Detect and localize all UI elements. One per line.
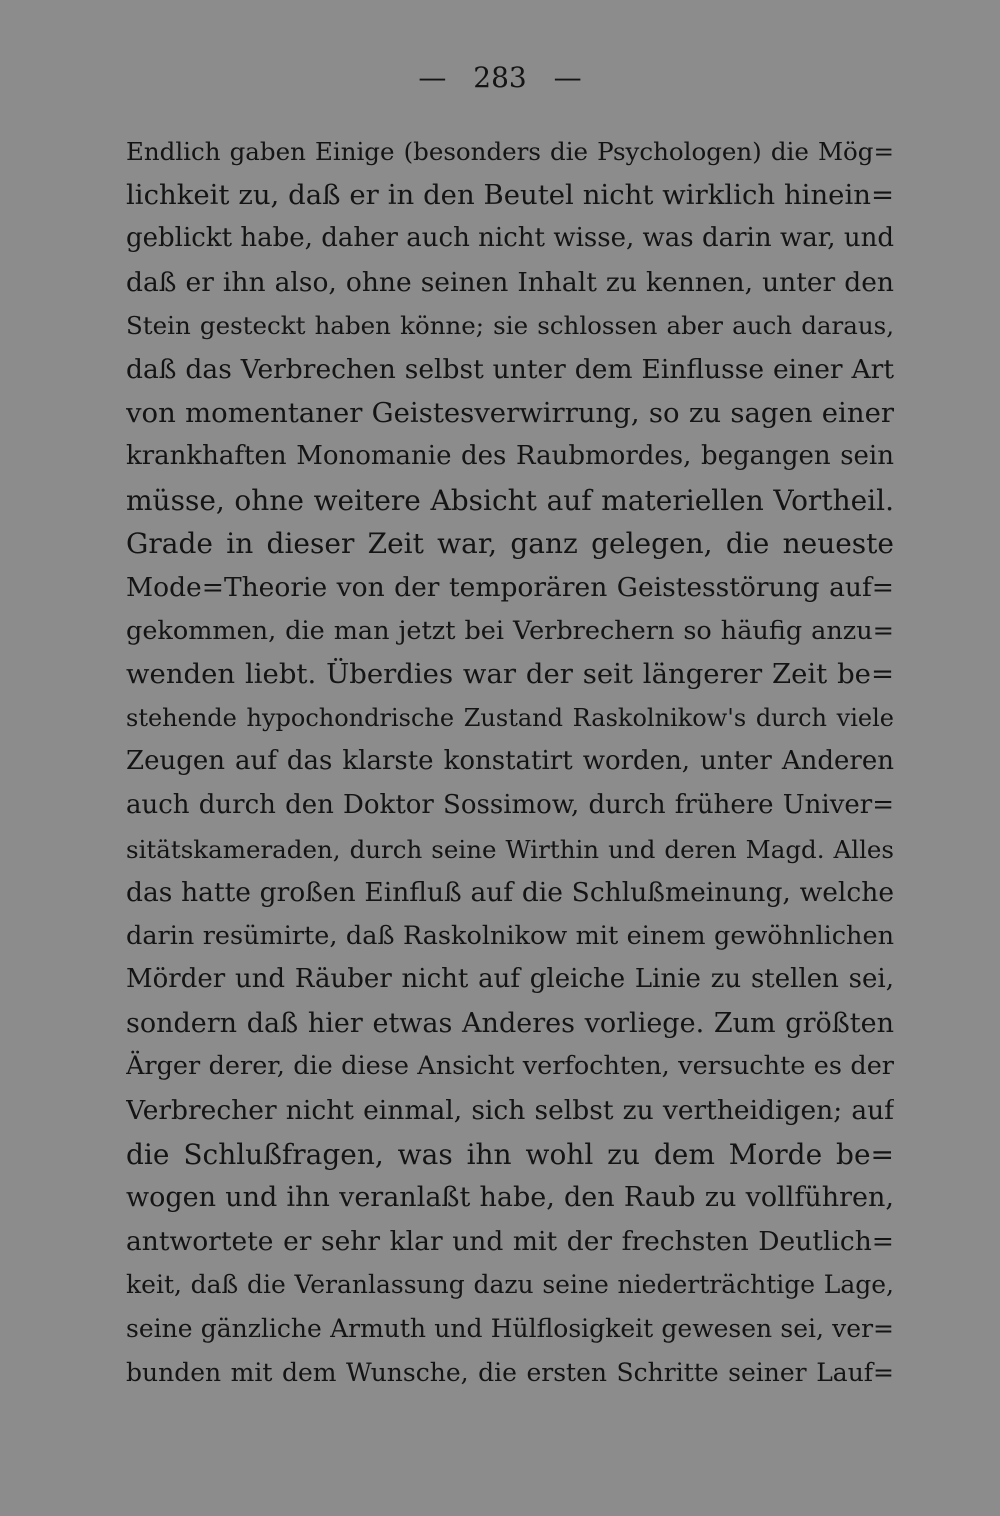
text-line: Verbrecher nicht einmal, sich selbst zu vertheidigen; auf [126,1095,894,1127]
text-line: Stein gesteckt haben könne; sie schlossen aber auch daraus, [126,311,894,341]
text-line: antwortete er sehr klar und mit der frechsten Deutlich= [126,1225,894,1257]
text-line: keit, daß die Veranlassung dazu seine niederträchtige Lage, [126,1270,894,1300]
text-line: krankhaften Monomanie des Raubmordes, begangen sein [126,441,894,472]
page-header [0,58,1000,98]
text-line: daß er ihn also, ohne seinen Inhalt zu kennen, unter den [126,266,894,298]
text-line: Ärger derer, die diese Ansicht verfochten, versuchte es der [126,1051,894,1082]
text-line: Zeugen auf das klarste konstatirt worden, unter Anderen [126,746,894,777]
text-line: geblickt habe, daher auch nicht wisse, was darin war, und [126,223,894,254]
text-line: daß das Verbrechen selbst unter dem Einflusse einer Art [126,353,894,385]
text-line: seine gänzliche Armuth und Hülflosigkeit gewesen sei, ver= [126,1314,894,1344]
header-dash-right: — [553,61,582,94]
text-line: auch durch den Doktor Sossimow, durch frühere Univer= [126,789,894,820]
text-line: stehende hypochondrische Zustand Raskolnikow's durch viele [126,703,894,732]
text-line: wenden liebt. Überdies war der seit längerer Zeit be= [126,658,894,691]
text-line: Mode=Theorie von der temporären Geistesstörung auf= [126,571,894,603]
text-line: von momentaner Geistesverwirrung, so zu sagen einer [126,396,894,429]
text-line: sitätskameraden, durch seine Wirthin und deren Magd. Alles [126,834,894,864]
page-number: 283 [473,61,527,94]
header-dash-left: — [418,61,447,94]
text-line: darin resümirte, daß Raskolnikow mit einem gewöhnlichen [126,920,894,951]
text-line: Endlich gaben Einige (besonders die Psychologen) die Mög= [126,137,894,166]
text-line: Mörder und Räuber nicht auf gleiche Linie zu stellen sei, [126,964,894,995]
text-line: die Schlußfragen, was ihn wohl zu dem Morde be= [126,1137,894,1171]
text-line: Grade in dieser Zeit war, ganz gelegen, die neueste [126,527,894,561]
text-line: bunden mit dem Wunsche, die ersten Schritte seiner Lauf= [126,1357,894,1387]
text-line: das hatte großen Einfluß auf die Schlußmeinung, welche [126,877,894,909]
text-line: sondern daß hier etwas Anderes vorliege. Zum größten [126,1007,894,1039]
text-line: müsse, ohne weitere Absicht auf materiellen Vortheil. [126,483,894,517]
text-line: gekommen, die man jetzt bei Verbrechern so häufig anzu= [126,615,894,646]
text-line: lichkeit zu, daß er in den Beutel nicht wirklich hinein= [126,178,894,211]
body-text [126,130,894,1394]
text-line: wogen und ihn veranlaßt habe, den Raub zu vollführen, [126,1182,894,1214]
